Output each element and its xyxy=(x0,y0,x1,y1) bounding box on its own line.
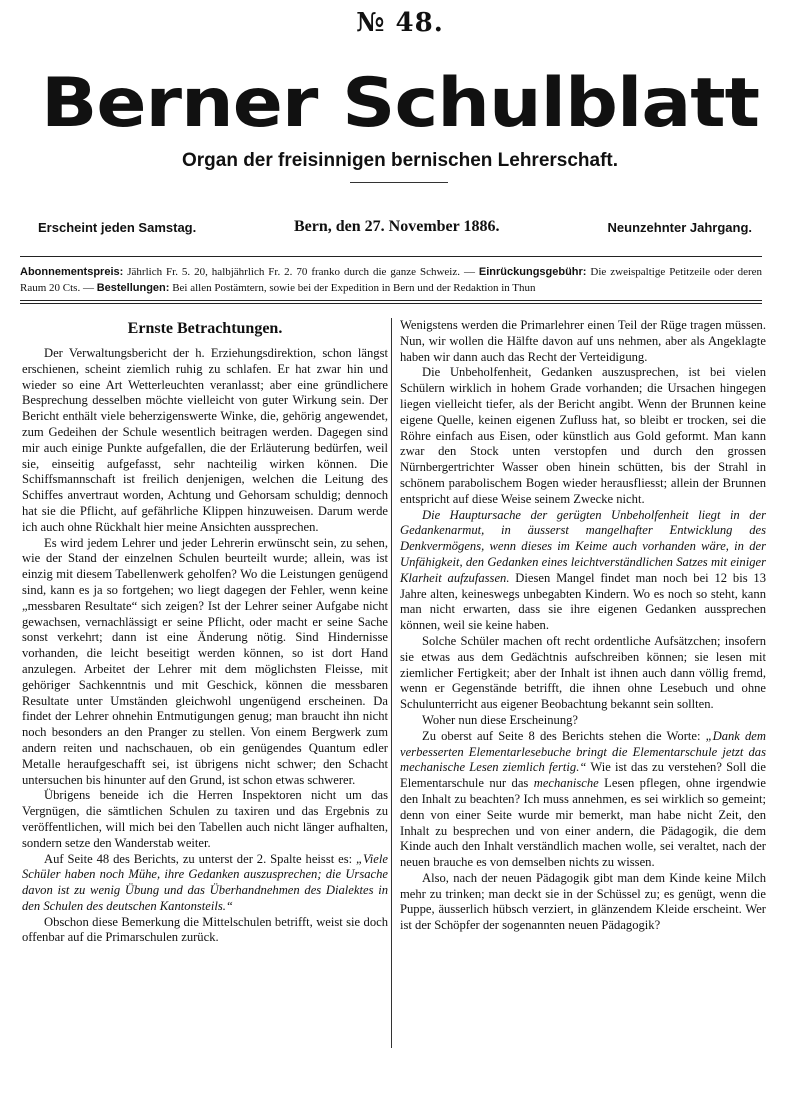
subscription-text: Jährlich Fr. 5. 20, halbjährlich Fr. 2. 70 franko durch die ganze Schweiz. — xyxy=(123,266,479,278)
paragraph: Solche Schüler machen oft recht ordentliche Aufsätzchen; insofern sie etwas aus dem Gedächtnis aufschreiben können; sie lesen mit ziemlicher Fertigkeit; aber der Inhalt ist ihnen auch dann völlig fremd, wenn er Gegenstände betrifft, die ihnen ohne Lesebuch und ohne Schulunterricht aus eigener Beobachtung bekannt sein sollten. xyxy=(400,633,766,712)
publication-frequency: Erscheint jeden Samstag. xyxy=(38,220,197,235)
emphasis-word: mechanische xyxy=(533,776,599,791)
info-bar xyxy=(38,218,752,240)
subscription-rule xyxy=(20,300,762,301)
subscription-rule-double xyxy=(20,303,762,304)
paragraph: Es wird jedem Lehrer und jeder Lehrerin erwünscht sein, zu sehen, wie der Stand der einzelnen Schulen beurteilt wurde; allein, was ist einzig mit diesem Tabellenwerk geholfen? Wo die Leistungen genügend sind, kann es ja so fortgehen; wo liegt dagegen der Fehler, wenn keine „messbaren Resultate“ sich zeigen? Ist der Lehrer seiner Aufgabe nicht gewachsen, vernachlässigt er seine Pflicht, oder macht er seine Sache sonst verkehrt; dann ist eine Änderung nötig. Sind Hindernisse vorhanden, die leicht beseitigt werden können, so ist dort Hand anzulegen. Arbeitet der Lehrer mit dem möglichsten Fleisse, mit gehöriger Sachkenntnis und mit Geschick, können die messbaren Resultate unter Umständen gleichwohl ungenügend erscheinen. Da findet der Lehrer ohnehin Entmutigungen genug; man braucht ihn nicht noch besonders an den Pranger zu stellen. Von einem Bergwerk zum andern reiten und nachschauen, ob ein genügendes Quantum edler Metalle heraufgeschafft sei, ist übrigens nicht schwer; den Schacht untersuchen bis hinunter auf den Grund, ist schon etwas schwerer. xyxy=(22,535,388,787)
paragraph-text: Auf Seite 48 des Berichts, zu unterst der 2. Spalte heisst es: xyxy=(44,851,357,866)
paragraph-text: Diesen Mangel findet man noch bei 12 bis 13 Jahre alten, keineswegs unbegabten Kindern. Wo es noch so steht, kann man nicht erwarten, dass sie ihre eigenen Gedanken aussprechen können, weil sie keine haben. xyxy=(400,570,766,633)
column-divider xyxy=(391,318,392,1048)
orders-text: Bei allen Postämtern, sowie bei der Expedition in Bern und der Redaktion in Thun xyxy=(169,282,536,294)
subscription-label: Abonnementspreis: xyxy=(20,266,124,278)
paragraph: Der Verwaltungsbericht der h. Erziehungsdirektion, schon längst erschienen, scheint ziemlich ruhig zu schlafen. Er hat zwar hin und wieder so eine Art Wetterleuchten veranlasst; aber eine gründlichere Besprechung desselben möchte vielleicht von guter Wirkung sein. Der Bericht enthält viele beherzigenswerte Winke, die, gehörig angewendet, zum Gedeihen der Schule wesentlich beitragen werden. Dagegen sind mir auch einige Punkte aufgefallen, die der Erläuterung bedürfen, weil sie, einseitig aufgefasst, sehr nachteilig wirken können. Die Schiffsmannschaft ist freilich denjenigen, welchen die Leitung des Schiffes anvertraut worden, Achtung und Gehorsam schuldig; dennoch hat sie die Pflicht, auf gefährliche Klippen hinzuweisen. Darum werde ich auch ohne Rückhalt hier meine Ansichten aussprechen. xyxy=(22,346,388,534)
paragraph: Übrigens beneide ich die Herren Inspektoren nicht um das Vergnügen, die sämtlichen Schulen zu taxiren und das Ergebnis zu veröffentlichen, will mich bei den Tabellen auch nicht länger aufhalten, sondern setze den Wanderstab weiter. xyxy=(22,788,388,850)
orders-label: Bestellungen: xyxy=(96,282,170,294)
paragraph xyxy=(400,729,766,871)
left-column xyxy=(22,318,388,946)
volume-label: Neunzehnter Jahrgang. xyxy=(607,220,752,235)
paragraph: Wenigstens werden die Primarlehrer einen Teil der Rüge tragen müssen. Nun, wir wollen die Hälfte davon auf uns nehmen, aber als Angeklagte haben wir dann auch das Recht der Verteidigung. xyxy=(400,318,766,364)
insertion-fee-text: Die zweispaltige Petitzeile oder deren Raum 20 Cts. — xyxy=(20,266,762,294)
top-rule xyxy=(20,256,762,257)
paragraph: Die Unbeholfenheit, Gedanken auszusprechen, ist bei vielen Schülern wirklich in hohem Grade vorhanden; die Ursachen hingegen liegen vielleicht tiefer, als der Bericht angibt. Wenn der Brunnen keine eigene Quelle, keinen eigenen Zufluss hat, so bleibt er trocken, sei die Röhre einfach aus Eisen, oder künstlich aus Gold geformt. Man kann zwar den Stock unten verstopfen und durch den grossen Nürnbergertrichter Wasser oben hinein schütten, bis der Strahl in schönem parabolischem Bogen wieder herausfliesst; allein der Brunnen entspricht auf diese Weise seinem Zwecke nicht. xyxy=(400,365,766,506)
paragraph: Obschon diese Bemerkung die Mittelschulen betrifft, weist sie doch offenbar auf die Primarschulen zurück. xyxy=(22,914,388,945)
quotation: „Viele Schüler haben noch Mühe, ihre Gedanken auszusprechen; die Ursache davon ist zu wenig Übung und das Überhandnehmen des Dialektes in den Schulen des deutschen Kantonsteils.“ xyxy=(22,851,388,913)
paragraph: Also, nach der neuen Pädagogik gibt man dem Kinde keine Milch mehr zu trinken; man deckt sie in der Schüssel zu; es genügt, wenn die Puppe, äusserlich hübsch verziert, in glänzendem Kleide erscheint. Wer ist der Schöpfer der sogenannten neuen Pädagogik? xyxy=(400,870,766,933)
masthead-title: Berner Schulblatt xyxy=(40,63,760,143)
issue-number: № 48. xyxy=(356,8,444,38)
paragraph xyxy=(400,508,766,634)
subscription-info xyxy=(20,264,762,296)
insertion-fee-label: Einrückungsgebühr: xyxy=(478,266,587,278)
paragraph-text: Zu oberst auf Seite 8 des Berichts stehen die Worte: xyxy=(422,728,706,743)
right-column xyxy=(400,318,766,934)
quotation: „Dank dem verbesserten Elementarlesebuche bringt die Elementarschule jetzt das mechanische Lesen ziemlich fertig.“ xyxy=(400,728,766,775)
emphasis-text: Die Hauptursache der gerügten Unbeholfenheit liegt in der Gedankenarmut, in äusserst mangelhafter Entwicklung des Denkvermögens, wenn dieses im Keime auch vorhanden wäre, in der Unfähigkeit, den Gedanken eines leichtverständlichen Satzes mit einiger Klarheit aufzufassen. xyxy=(400,507,766,585)
paragraph xyxy=(22,852,388,915)
paragraph-text: Wie ist das zu verstehen? Soll die Elementarschule nur das xyxy=(400,760,766,791)
dateline: Bern, den 27. November 1886. xyxy=(294,218,500,235)
article-heading: Ernste Betrachtungen. xyxy=(127,320,283,337)
paragraph-text: Lesen pflegen, ohne irgendwie den Inhalt zu beachten? Ich muss annehmen, es sei wirklich so gemeint; denn von einer Seite wurde mir bemerkt, man habe nicht Zeit, den Inhalt zu besprechen und von einer andern, die Pädagogik, die dem Kinde auch den Inhalt verständlich machen wolle, sei veraltet, nach der neuen brauche es von demselben nichts zu wissen. xyxy=(400,776,766,870)
paragraph: Woher nun diese Erscheinung? xyxy=(422,712,579,727)
masthead-subtitle: Organ der freisinnigen bernischen Lehrerschaft. xyxy=(181,150,619,171)
masthead-divider xyxy=(350,182,448,183)
